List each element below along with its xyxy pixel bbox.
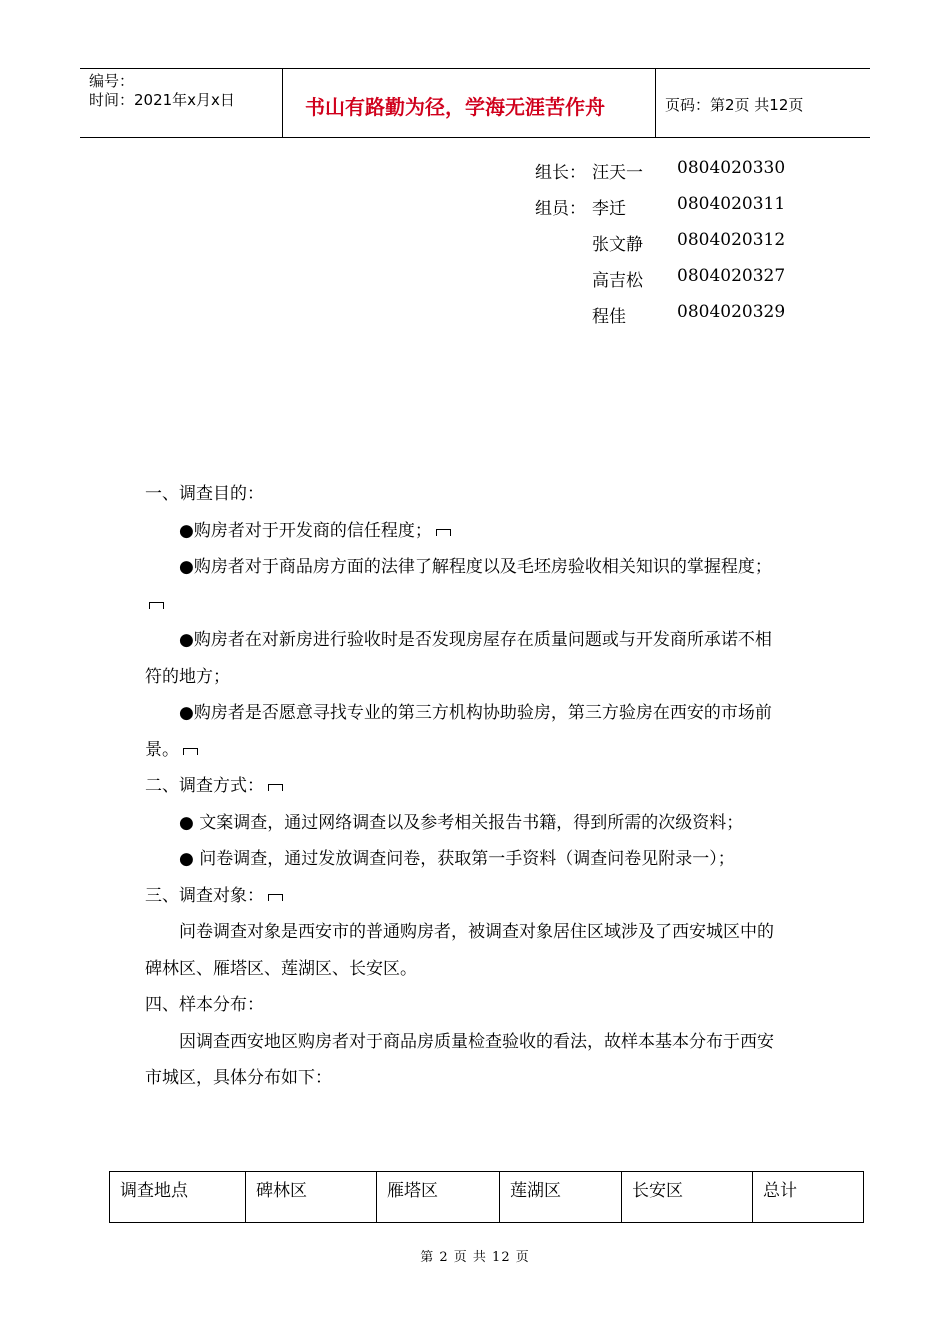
paragraph-mark-icon (183, 748, 198, 755)
purpose-item-text: ●购房者对于商品房方面的法律了解程度以及毛坯房验收相关知识的掌握程度； (179, 557, 772, 577)
purpose-item (145, 695, 775, 768)
member-row (535, 230, 835, 266)
member-id: 0804020327 (677, 266, 786, 286)
table-header-cell: 总计 (753, 1172, 864, 1223)
member-name: 汪天一 (592, 163, 643, 183)
sample-distribution-table (109, 1171, 864, 1223)
purpose-item-text: ●购房者对于开发商的信任程度； (179, 520, 432, 541)
section-title-sample: 四、样本分布： (145, 995, 264, 1015)
table-header-cell: 长安区 (622, 1172, 753, 1223)
header-page-info: 页码：第2页 共12页 (665, 96, 804, 114)
table-header-cell: 雁塔区 (377, 1172, 500, 1223)
purpose-item-text: ●购房者在对新房进行验收时是否发现房屋存在质量问题或与开发商所承诺不相符的地方； (145, 630, 772, 687)
header-motto-cell (282, 69, 656, 137)
paragraph-mark-icon (268, 784, 283, 791)
document-body (145, 476, 775, 1097)
header-meta (80, 69, 282, 137)
member-id: 0804020329 (677, 302, 786, 322)
paragraph-mark-icon (149, 602, 164, 609)
section-title-method (145, 768, 775, 805)
member-row (535, 194, 835, 230)
table-header-cell: 莲湖区 (500, 1172, 622, 1223)
method-item: ● 问卷调查，通过发放调查问卷，获取第一手资料（调查问卷见附录一）； (179, 849, 735, 869)
member-name: 李迁 (592, 199, 626, 219)
member-id: 0804020330 (677, 158, 786, 178)
purpose-item (145, 622, 775, 695)
paragraph-mark-icon (436, 529, 451, 536)
section-title-target-text: 三、调查对象： (145, 885, 264, 906)
table-header-cell: 调查地点 (110, 1172, 246, 1223)
table-row (110, 1172, 864, 1223)
section-title-target (145, 878, 775, 915)
member-name: 高吉松 (592, 271, 643, 291)
member-id: 0804020311 (677, 194, 786, 214)
page-header (80, 68, 870, 138)
purpose-item (145, 549, 775, 622)
member-role: 组长： (535, 163, 586, 183)
member-role: 组员： (535, 199, 586, 219)
member-list (535, 158, 835, 338)
member-name: 张文静 (592, 235, 643, 255)
member-row (535, 266, 835, 302)
member-row (535, 158, 835, 194)
method-item: ● 文案调查，通过网络调查以及参考相关报告书籍，得到所需的次级资料； (179, 812, 744, 833)
member-id: 0804020312 (677, 230, 786, 250)
target-paragraph: 问卷调查对象是西安市的普通购房者，被调查对象居住区域涉及了西安城区中的碑林区、雁塔区、莲湖区、长安区。 (145, 922, 774, 979)
member-name: 程佳 (592, 307, 626, 327)
purpose-item (145, 513, 775, 550)
sample-paragraph: 因调查西安地区购房者对于商品房质量检查验收的看法，故样本基本分布于西安市城区，具体分布如下： (145, 1031, 774, 1088)
header-motto: 书山有路勤为径，学海无涯苦作舟 (305, 95, 605, 119)
paragraph-mark-icon (268, 894, 283, 901)
time-label: 时间：2021年x月x日 (89, 91, 235, 109)
table-header-cell: 碑林区 (246, 1172, 377, 1223)
code-label: 编号： (89, 72, 135, 90)
page-footer: 第 2 页 共 12 页 (420, 1250, 530, 1265)
member-row (535, 302, 835, 338)
purpose-item-text: ●购房者是否愿意寻找专业的第三方机构协助验房，第三方验房在西安的市场前景。 (145, 703, 772, 760)
section-title-method-text: 二、调查方式： (145, 776, 264, 796)
section-title-purpose: 一、调查目的： (145, 484, 264, 504)
